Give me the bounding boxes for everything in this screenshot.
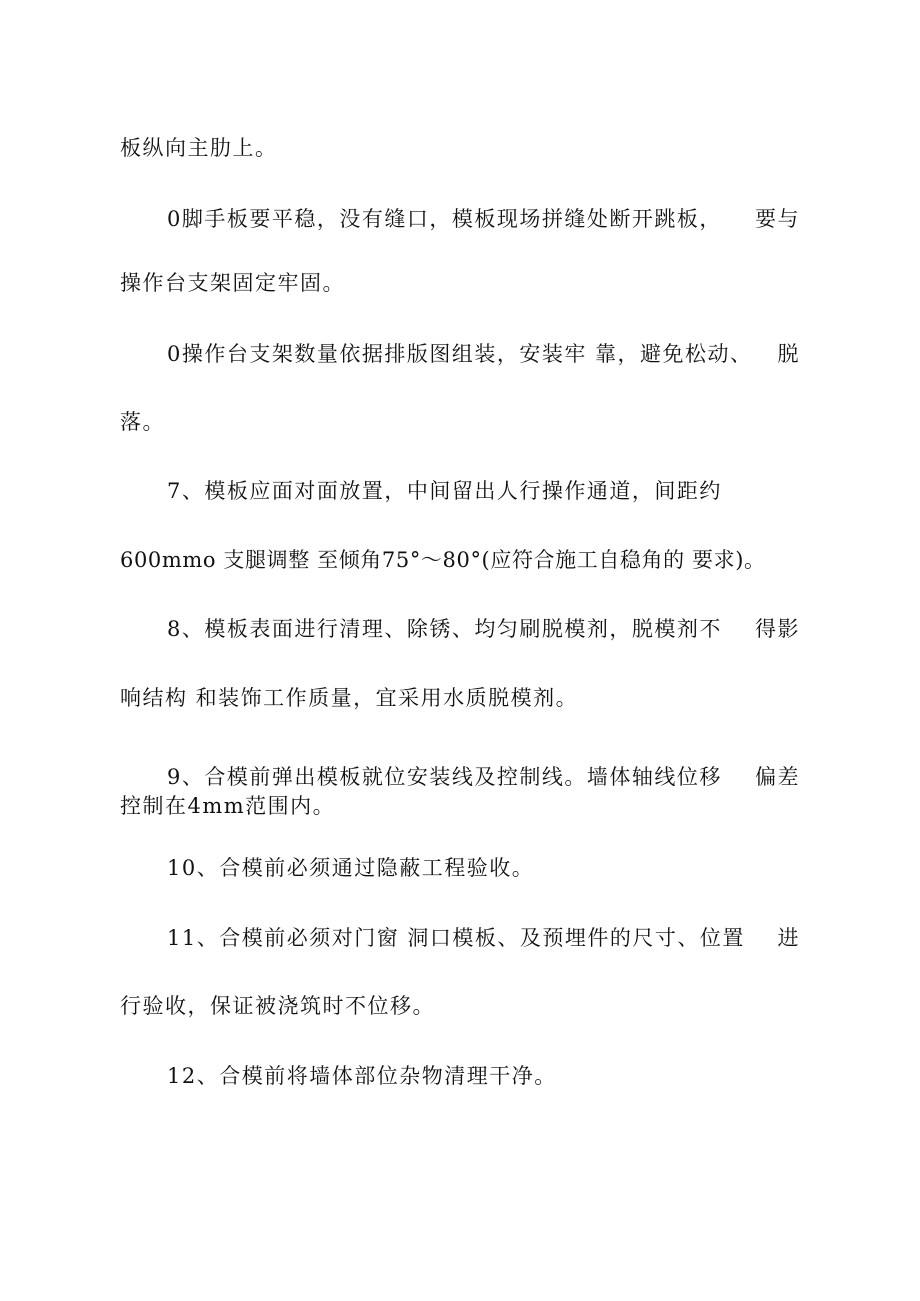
text-line: 10、合模前必须通过隐蔽工程验收。 bbox=[167, 856, 535, 880]
text-line bbox=[167, 340, 800, 368]
text-line: 控制在4mm范围内。 bbox=[120, 794, 336, 818]
text-line: 7、模板应面对面放置，中间留出人行操作通道，间距约 bbox=[167, 479, 722, 503]
text-line: 600mmo 支腿调整 至倾角75°～80°(应符合施工自稳角的 要求)。 bbox=[120, 548, 766, 572]
text-line: 12、合模前将墙体部位杂物清理干净。 bbox=[167, 1064, 557, 1088]
text-segment: 9、合模前弹出模板就位安装线及控制线。墙体轴线位移 bbox=[167, 765, 722, 789]
text-line bbox=[167, 205, 800, 233]
text-segment: 0操作台支架数量依据排版图组装，安装牢 靠，避免松动、 bbox=[167, 342, 753, 366]
text-segment: 8、模板表面进行清理、除锈、均匀刷脱模剂，脱模剂不 bbox=[167, 617, 722, 641]
text-segment: 进 bbox=[777, 926, 800, 950]
text-line: 操作台支架固定牢固。 bbox=[120, 271, 345, 295]
text-line bbox=[167, 763, 800, 791]
text-segment: 脱 bbox=[777, 342, 800, 366]
text-segment: 得影 bbox=[755, 617, 800, 641]
text-line: 响结构 和装饰工作质量，宜采用水质脱模剂。 bbox=[120, 686, 579, 710]
text-line: 行验收，保证被浇筑时不位移。 bbox=[120, 994, 435, 1018]
text-segment: 11、合模前必须对门窗 洞口模板、及预埋件的尺寸、位置 bbox=[167, 926, 745, 950]
text-segment: 偏差 bbox=[755, 765, 800, 789]
text-segment: 要与 bbox=[755, 207, 800, 231]
text-segment: 0脚手板要平稳，没有缝口，模板现场拼缝处断开跳板， bbox=[167, 207, 722, 231]
text-line bbox=[167, 615, 800, 643]
text-line: 落。 bbox=[120, 410, 165, 434]
text-line bbox=[167, 924, 800, 952]
text-line: 板纵向主肋上。 bbox=[120, 136, 278, 160]
